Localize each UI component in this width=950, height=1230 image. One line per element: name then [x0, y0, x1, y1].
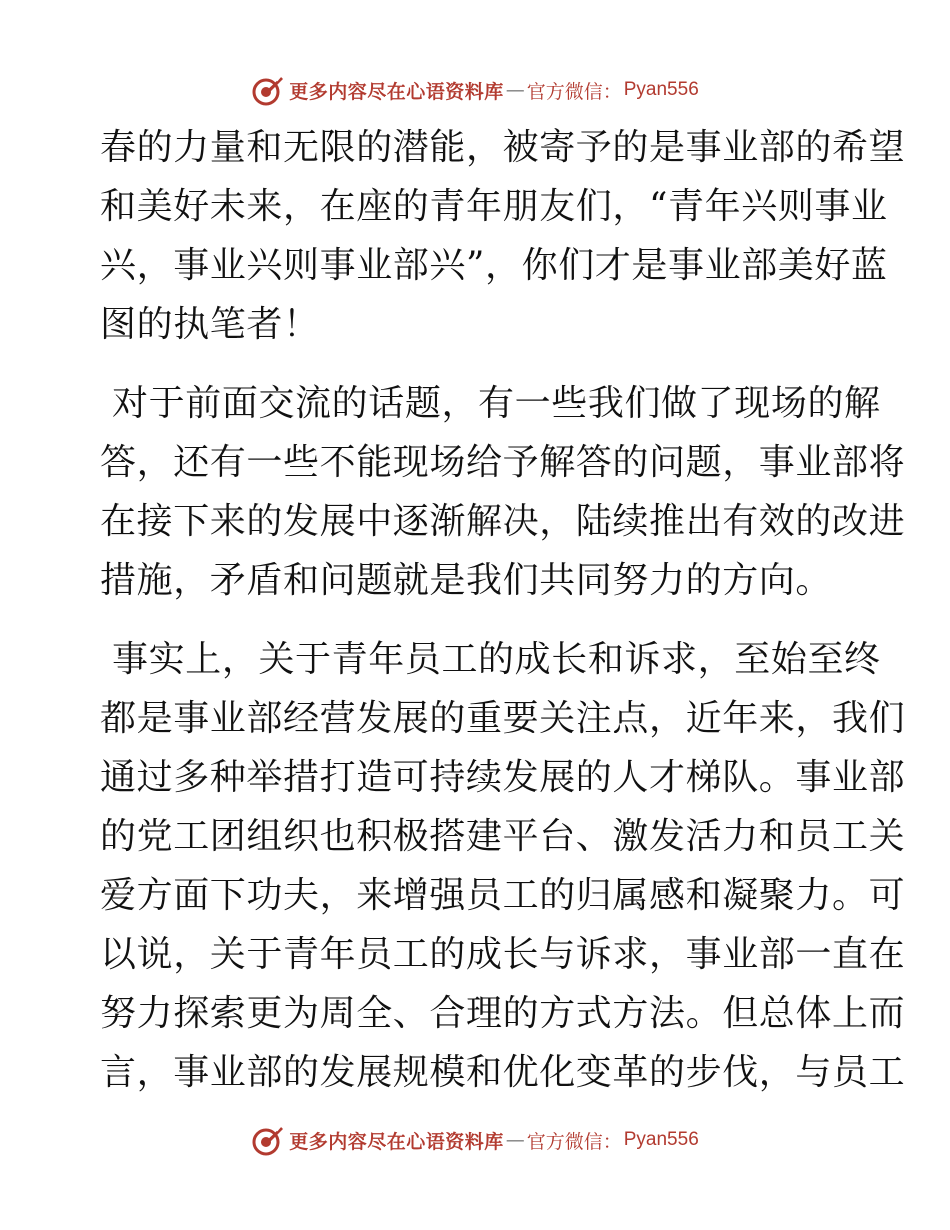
text-line: 事实上，关于青年员工的成长和诉求，至始至终: [100, 639, 881, 680]
document-body: [100, 118, 906, 1102]
text-line: 春的力量和无限的潜能，被寄予的是事业部的希望: [100, 127, 906, 168]
text-line: 答，还有一些不能现场给予解答的问题，事业部将: [100, 442, 906, 483]
text-line: 的党工团组织也积极搭建平台、激发活力和员工关: [100, 816, 906, 857]
watermark-title: 更多内容尽在心语资料库: [289, 1130, 504, 1153]
quill-logo-icon: [251, 1123, 285, 1157]
quill-logo-icon: [251, 73, 285, 107]
text-line: 措施，矛盾和问题就是我们共同努力的方向。: [100, 560, 833, 601]
text-line: 通过多种举措打造可持续发展的人才梯队。事业部: [100, 757, 906, 798]
watermark-wechat-id: Pyan556: [623, 1129, 699, 1150]
text-line: 以说，关于青年员工的成长与诉求，事业部一直在: [100, 934, 906, 975]
paragraph-2: [100, 374, 906, 610]
watermark-wechat-label: 官方微信：: [526, 80, 622, 103]
footer-watermark: [0, 1120, 950, 1160]
watermark-wechat-id: Pyan556: [623, 79, 699, 100]
paragraph-gap: [100, 354, 860, 374]
watermark-title: 更多内容尽在心语资料库: [289, 80, 504, 103]
watermark-separator: —: [505, 1129, 525, 1151]
paragraph-1: [100, 118, 906, 354]
text-line: 图的执笔者！: [100, 304, 320, 345]
header-watermark: [0, 70, 950, 110]
text-line: 对于前面交流的话题，有一些我们做了现场的解: [100, 383, 881, 424]
watermark-wechat-label: 官方微信：: [526, 1130, 622, 1153]
watermark-separator: —: [505, 79, 525, 101]
text-line: 努力探索更为周全、合理的方式方法。但总体上而: [100, 993, 906, 1034]
paragraph-3: [100, 630, 906, 1102]
text-line: 兴，事业兴则事业部兴”，你们才是事业部美好蓝: [100, 245, 888, 286]
paragraph-gap: [100, 610, 860, 630]
text-line: 和美好未来，在座的青年朋友们，“青年兴则事业: [100, 186, 888, 227]
text-line: 在接下来的发展中逐渐解决，陆续推出有效的改进: [100, 501, 906, 542]
text-line: 言，事业部的发展规模和优化变革的步伐，与员工: [100, 1052, 906, 1093]
text-line: 爱方面下功夫，来增强员工的归属感和凝聚力。可: [100, 875, 906, 916]
text-line: 都是事业部经营发展的重要关注点，近年来，我们: [100, 698, 906, 739]
